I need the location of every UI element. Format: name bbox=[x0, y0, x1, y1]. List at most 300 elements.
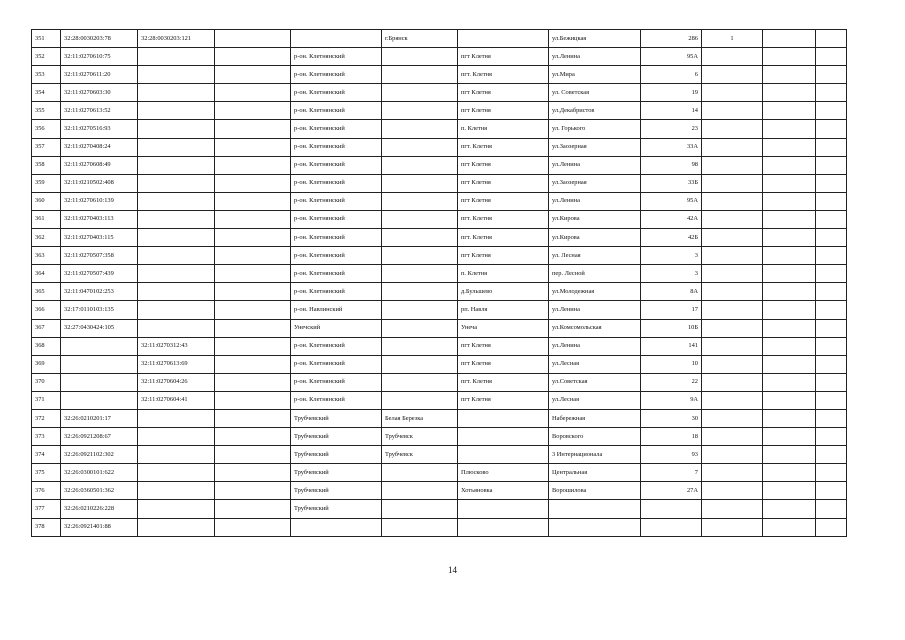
empty-cell bbox=[215, 84, 291, 102]
cadastral-number-cell: 32:11:0270507:358 bbox=[61, 247, 138, 265]
cadastral-number-cell bbox=[61, 373, 138, 391]
empty-cell bbox=[816, 30, 847, 48]
district-cell: р-он. Клетнянский bbox=[291, 210, 382, 228]
extra-cell bbox=[702, 446, 763, 464]
settlement-cell: пгт. Клетня bbox=[458, 229, 549, 247]
street-cell: ул.Кирова bbox=[549, 210, 641, 228]
empty-cell bbox=[215, 337, 291, 355]
empty-cell bbox=[215, 120, 291, 138]
street-cell: ул.Комсомольская bbox=[549, 319, 641, 337]
district-cell: р-он. Клетнянский bbox=[291, 102, 382, 120]
table-row bbox=[32, 428, 847, 446]
settlement-cell: Хотьяновка bbox=[458, 482, 549, 500]
empty-cell bbox=[816, 409, 847, 427]
table-row bbox=[32, 265, 847, 283]
cadastral-number-alt-cell: 32:11:0270604:41 bbox=[138, 391, 215, 409]
empty-cell bbox=[816, 391, 847, 409]
house-number-cell: 42Б bbox=[641, 229, 702, 247]
house-number-cell: 17 bbox=[641, 301, 702, 319]
table-row bbox=[32, 518, 847, 536]
table-row bbox=[32, 409, 847, 427]
house-number-cell: 42А bbox=[641, 210, 702, 228]
street-cell bbox=[549, 500, 641, 518]
row-number-cell: 373 bbox=[32, 428, 61, 446]
cadastral-number-alt-cell bbox=[138, 409, 215, 427]
empty-cell bbox=[763, 319, 816, 337]
settlement-cell: пгт Клетня bbox=[458, 192, 549, 210]
cadastral-number-cell: 32:26:0300101:622 bbox=[61, 464, 138, 482]
cadastral-number-cell: 32:26:0210226:228 bbox=[61, 500, 138, 518]
empty-cell bbox=[215, 265, 291, 283]
empty-cell bbox=[763, 428, 816, 446]
street-cell: ул.Ленина bbox=[549, 192, 641, 210]
district-cell: р-он. Клетнянский bbox=[291, 391, 382, 409]
cadastral-number-alt-cell bbox=[138, 301, 215, 319]
city-cell bbox=[382, 482, 458, 500]
cadastral-number-alt-cell bbox=[138, 210, 215, 228]
empty-cell bbox=[215, 247, 291, 265]
empty-cell bbox=[215, 319, 291, 337]
district-cell: р-он. Клетнянский bbox=[291, 373, 382, 391]
house-number-cell: 98 bbox=[641, 156, 702, 174]
cadastral-number-cell: 32:11:0270610:75 bbox=[61, 48, 138, 66]
cadastral-number-cell bbox=[61, 355, 138, 373]
cadastral-number-alt-cell bbox=[138, 518, 215, 536]
district-cell: р-он. Клетнянский bbox=[291, 138, 382, 156]
settlement-cell: пгт Клетня bbox=[458, 48, 549, 66]
street-cell: ул. Горького bbox=[549, 120, 641, 138]
empty-cell bbox=[215, 48, 291, 66]
row-number-cell: 355 bbox=[32, 102, 61, 120]
row-number-cell: 374 bbox=[32, 446, 61, 464]
cadastral-number-cell: 32:11:0210502:408 bbox=[61, 174, 138, 192]
settlement-cell bbox=[458, 446, 549, 464]
empty-cell bbox=[215, 518, 291, 536]
cadastral-number-cell: 32:11:0270408:24 bbox=[61, 138, 138, 156]
empty-cell bbox=[763, 247, 816, 265]
cadastral-number-alt-cell bbox=[138, 464, 215, 482]
city-cell bbox=[382, 48, 458, 66]
settlement-cell: пгт Клетня bbox=[458, 156, 549, 174]
street-cell: ул.Молодежная bbox=[549, 283, 641, 301]
cadastral-number-cell: 32:11:0270611:20 bbox=[61, 66, 138, 84]
empty-cell bbox=[816, 265, 847, 283]
empty-cell bbox=[763, 283, 816, 301]
extra-cell bbox=[702, 409, 763, 427]
settlement-cell: пгт Клетня bbox=[458, 247, 549, 265]
district-cell: р-он. Клетнянский bbox=[291, 48, 382, 66]
extra-cell bbox=[702, 102, 763, 120]
empty-cell bbox=[215, 30, 291, 48]
extra-cell bbox=[702, 319, 763, 337]
city-cell bbox=[382, 265, 458, 283]
cadastral-number-cell: 32:27:0430424:105 bbox=[61, 319, 138, 337]
empty-cell bbox=[763, 229, 816, 247]
cadastral-number-alt-cell bbox=[138, 283, 215, 301]
table-row bbox=[32, 210, 847, 228]
house-number-cell: 9А bbox=[641, 391, 702, 409]
table-row bbox=[32, 301, 847, 319]
table-row bbox=[32, 391, 847, 409]
cadastral-number-alt-cell bbox=[138, 48, 215, 66]
house-number-cell: 33А bbox=[641, 138, 702, 156]
row-number-cell: 351 bbox=[32, 30, 61, 48]
row-number-cell: 371 bbox=[32, 391, 61, 409]
empty-cell bbox=[215, 500, 291, 518]
extra-cell bbox=[702, 464, 763, 482]
table-row bbox=[32, 48, 847, 66]
cadastral-number-cell: 32:11:0270608:49 bbox=[61, 156, 138, 174]
table-row bbox=[32, 120, 847, 138]
row-number-cell: 354 bbox=[32, 84, 61, 102]
empty-cell bbox=[816, 319, 847, 337]
house-number-cell: 10Б bbox=[641, 319, 702, 337]
empty-cell bbox=[816, 192, 847, 210]
table-row bbox=[32, 319, 847, 337]
district-cell: р-он. Клетнянский bbox=[291, 337, 382, 355]
settlement-cell: д.Бульшево bbox=[458, 283, 549, 301]
empty-cell bbox=[215, 156, 291, 174]
cadastral-number-alt-cell bbox=[138, 247, 215, 265]
table-row bbox=[32, 84, 847, 102]
page-number: 14 bbox=[448, 565, 457, 575]
house-number-cell: 30 bbox=[641, 409, 702, 427]
district-cell: р-он. Клетнянский bbox=[291, 174, 382, 192]
city-cell bbox=[382, 464, 458, 482]
empty-cell bbox=[816, 482, 847, 500]
empty-cell bbox=[816, 210, 847, 228]
row-number-cell: 372 bbox=[32, 409, 61, 427]
empty-cell bbox=[816, 120, 847, 138]
cadastral-number-alt-cell: 32:11:0270312:43 bbox=[138, 337, 215, 355]
settlement-cell: Плюсково bbox=[458, 464, 549, 482]
district-cell: Трубчевский bbox=[291, 482, 382, 500]
cadastral-number-alt-cell: 32:11:0270604:26 bbox=[138, 373, 215, 391]
row-number-cell: 362 bbox=[32, 229, 61, 247]
house-number-cell: 3 bbox=[641, 265, 702, 283]
table-row bbox=[32, 156, 847, 174]
street-cell: ул.Ленина bbox=[549, 48, 641, 66]
house-number-cell: 3 bbox=[641, 247, 702, 265]
empty-cell bbox=[215, 482, 291, 500]
cadastral-number-alt-cell bbox=[138, 174, 215, 192]
district-cell: Трубчевский bbox=[291, 446, 382, 464]
district-cell: Трубчевский bbox=[291, 409, 382, 427]
cadastral-number-alt-cell bbox=[138, 428, 215, 446]
extra-cell bbox=[702, 156, 763, 174]
row-number-cell: 363 bbox=[32, 247, 61, 265]
empty-cell bbox=[763, 446, 816, 464]
registry-table bbox=[31, 29, 847, 537]
city-cell bbox=[382, 301, 458, 319]
extra-cell bbox=[702, 337, 763, 355]
city-cell bbox=[382, 500, 458, 518]
cadastral-number-alt-cell: 32:11:0270613:69 bbox=[138, 355, 215, 373]
table-row bbox=[32, 192, 847, 210]
empty-cell bbox=[816, 337, 847, 355]
street-cell: ул.Бежицкая bbox=[549, 30, 641, 48]
empty-cell bbox=[215, 210, 291, 228]
extra-cell bbox=[702, 120, 763, 138]
district-cell: р-он. Клетнянский bbox=[291, 283, 382, 301]
city-cell bbox=[382, 174, 458, 192]
street-cell: ул. Лесная bbox=[549, 247, 641, 265]
empty-cell bbox=[763, 464, 816, 482]
settlement-cell bbox=[458, 518, 549, 536]
house-number-cell: 6 bbox=[641, 66, 702, 84]
district-cell: р-он. Клетнянский bbox=[291, 120, 382, 138]
table-row bbox=[32, 500, 847, 518]
district-cell: Трубчевский bbox=[291, 500, 382, 518]
empty-cell bbox=[816, 174, 847, 192]
cadastral-number-cell: 32:11:0270610:139 bbox=[61, 192, 138, 210]
house-number-cell: 23 bbox=[641, 120, 702, 138]
row-number-cell: 356 bbox=[32, 120, 61, 138]
empty-cell bbox=[816, 102, 847, 120]
empty-cell bbox=[763, 518, 816, 536]
empty-cell bbox=[816, 66, 847, 84]
extra-cell bbox=[702, 192, 763, 210]
house-number-cell: 286 bbox=[641, 30, 702, 48]
city-cell bbox=[382, 247, 458, 265]
cadastral-number-cell: 32:26:0921208:67 bbox=[61, 428, 138, 446]
street-cell: Набережная bbox=[549, 409, 641, 427]
cadastral-number-alt-cell: 32:28:0030203:121 bbox=[138, 30, 215, 48]
street-cell: пер. Лесной bbox=[549, 265, 641, 283]
district-cell bbox=[291, 30, 382, 48]
extra-cell bbox=[702, 518, 763, 536]
row-number-cell: 378 bbox=[32, 518, 61, 536]
table-row bbox=[32, 482, 847, 500]
street-cell: Центральная bbox=[549, 464, 641, 482]
empty-cell bbox=[816, 500, 847, 518]
empty-cell bbox=[215, 229, 291, 247]
empty-cell bbox=[215, 446, 291, 464]
settlement-cell: рп. Навля bbox=[458, 301, 549, 319]
empty-cell bbox=[763, 48, 816, 66]
cadastral-number-cell bbox=[61, 391, 138, 409]
extra-cell bbox=[702, 373, 763, 391]
table-row bbox=[32, 247, 847, 265]
row-number-cell: 359 bbox=[32, 174, 61, 192]
district-cell: р-он. Клетнянский bbox=[291, 66, 382, 84]
settlement-cell bbox=[458, 409, 549, 427]
row-number-cell: 353 bbox=[32, 66, 61, 84]
table-row bbox=[32, 174, 847, 192]
street-cell: Ворошилова bbox=[549, 482, 641, 500]
cadastral-number-alt-cell bbox=[138, 138, 215, 156]
row-number-cell: 365 bbox=[32, 283, 61, 301]
district-cell: Трубчевский bbox=[291, 464, 382, 482]
empty-cell bbox=[215, 174, 291, 192]
settlement-cell: пгт. Клетня bbox=[458, 373, 549, 391]
empty-cell bbox=[215, 355, 291, 373]
extra-cell bbox=[702, 174, 763, 192]
settlement-cell: пгт Клетня bbox=[458, 174, 549, 192]
extra-cell bbox=[702, 66, 763, 84]
city-cell bbox=[382, 66, 458, 84]
empty-cell bbox=[816, 247, 847, 265]
district-cell: р-он. Клетнянский bbox=[291, 247, 382, 265]
cadastral-number-cell: 32:28:0030203:78 bbox=[61, 30, 138, 48]
table-row bbox=[32, 373, 847, 391]
settlement-cell: пгт. Клетня bbox=[458, 210, 549, 228]
empty-cell bbox=[215, 428, 291, 446]
cadastral-number-cell: 32:11:0270403:115 bbox=[61, 229, 138, 247]
row-number-cell: 352 bbox=[32, 48, 61, 66]
cadastral-number-alt-cell bbox=[138, 265, 215, 283]
empty-cell bbox=[763, 500, 816, 518]
row-number-cell: 367 bbox=[32, 319, 61, 337]
city-cell bbox=[382, 102, 458, 120]
city-cell bbox=[382, 283, 458, 301]
empty-cell bbox=[763, 355, 816, 373]
table-row bbox=[32, 464, 847, 482]
street-cell: ул.Мира bbox=[549, 66, 641, 84]
empty-cell bbox=[816, 301, 847, 319]
street-cell: ул.Ленина bbox=[549, 301, 641, 319]
house-number-cell: 95А bbox=[641, 192, 702, 210]
empty-cell bbox=[763, 66, 816, 84]
empty-cell bbox=[763, 373, 816, 391]
house-number-cell: 141 bbox=[641, 337, 702, 355]
settlement-cell bbox=[458, 30, 549, 48]
table-row bbox=[32, 355, 847, 373]
settlement-cell: пгт Клетня bbox=[458, 337, 549, 355]
district-cell: р-он. Клетнянский bbox=[291, 192, 382, 210]
city-cell bbox=[382, 391, 458, 409]
city-cell bbox=[382, 337, 458, 355]
empty-cell bbox=[763, 120, 816, 138]
settlement-cell: пгт. Клетня bbox=[458, 138, 549, 156]
city-cell bbox=[382, 518, 458, 536]
street-cell: Воровского bbox=[549, 428, 641, 446]
street-cell bbox=[549, 518, 641, 536]
extra-cell bbox=[702, 138, 763, 156]
empty-cell bbox=[763, 30, 816, 48]
house-number-cell: 8А bbox=[641, 283, 702, 301]
extra-cell bbox=[702, 355, 763, 373]
settlement-cell: пгт Клетня bbox=[458, 391, 549, 409]
cadastral-number-alt-cell bbox=[138, 482, 215, 500]
empty-cell bbox=[215, 373, 291, 391]
city-cell bbox=[382, 229, 458, 247]
empty-cell bbox=[215, 464, 291, 482]
empty-cell bbox=[763, 265, 816, 283]
extra-cell bbox=[702, 391, 763, 409]
empty-cell bbox=[816, 428, 847, 446]
cadastral-number-cell: 32:11:0270403:113 bbox=[61, 210, 138, 228]
extra-cell bbox=[702, 247, 763, 265]
empty-cell bbox=[215, 138, 291, 156]
cadastral-number-cell: 32:17:0110103:135 bbox=[61, 301, 138, 319]
district-cell: р-он. Клетнянский bbox=[291, 229, 382, 247]
empty-cell bbox=[215, 66, 291, 84]
house-number-cell: 33Б bbox=[641, 174, 702, 192]
table-row bbox=[32, 446, 847, 464]
extra-cell: 1 bbox=[702, 30, 763, 48]
street-cell: ул.Декабристов bbox=[549, 102, 641, 120]
house-number-cell: 18 bbox=[641, 428, 702, 446]
cadastral-number-cell: 32:11:0270613:52 bbox=[61, 102, 138, 120]
house-number-cell: 27А bbox=[641, 482, 702, 500]
district-cell: р-он. Клетнянский bbox=[291, 355, 382, 373]
city-cell bbox=[382, 84, 458, 102]
street-cell: ул.Кирова bbox=[549, 229, 641, 247]
cadastral-number-alt-cell bbox=[138, 84, 215, 102]
city-cell: г.Брянск bbox=[382, 30, 458, 48]
street-cell: ул.Советская bbox=[549, 373, 641, 391]
empty-cell bbox=[816, 518, 847, 536]
row-number-cell: 370 bbox=[32, 373, 61, 391]
cadastral-number-cell: 32:11:0270516:93 bbox=[61, 120, 138, 138]
row-number-cell: 369 bbox=[32, 355, 61, 373]
empty-cell bbox=[763, 482, 816, 500]
house-number-cell: 95А bbox=[641, 48, 702, 66]
extra-cell bbox=[702, 229, 763, 247]
city-cell: Трубчевск bbox=[382, 446, 458, 464]
city-cell bbox=[382, 138, 458, 156]
district-cell: р-он. Клетнянский bbox=[291, 84, 382, 102]
empty-cell bbox=[816, 156, 847, 174]
street-cell: ул. Советская bbox=[549, 84, 641, 102]
district-cell: р-он. Клетнянский bbox=[291, 265, 382, 283]
cadastral-number-cell: 32:26:0360501:362 bbox=[61, 482, 138, 500]
table-row bbox=[32, 102, 847, 120]
street-cell: ул.Заозерная bbox=[549, 174, 641, 192]
settlement-cell bbox=[458, 428, 549, 446]
city-cell bbox=[382, 319, 458, 337]
table-row bbox=[32, 66, 847, 84]
row-number-cell: 364 bbox=[32, 265, 61, 283]
row-number-cell: 375 bbox=[32, 464, 61, 482]
empty-cell bbox=[763, 409, 816, 427]
cadastral-number-cell: 32:11:0270603:30 bbox=[61, 84, 138, 102]
house-number-cell: 14 bbox=[641, 102, 702, 120]
row-number-cell: 357 bbox=[32, 138, 61, 156]
cadastral-number-alt-cell bbox=[138, 446, 215, 464]
row-number-cell: 360 bbox=[32, 192, 61, 210]
extra-cell bbox=[702, 283, 763, 301]
empty-cell bbox=[816, 373, 847, 391]
cadastral-number-cell: 32:26:0210201:17 bbox=[61, 409, 138, 427]
empty-cell bbox=[763, 156, 816, 174]
empty-cell bbox=[816, 355, 847, 373]
district-cell: Унечский bbox=[291, 319, 382, 337]
extra-cell bbox=[702, 265, 763, 283]
settlement-cell: пгт. Клетня bbox=[458, 66, 549, 84]
district-cell: Трубчевский bbox=[291, 428, 382, 446]
empty-cell bbox=[763, 301, 816, 319]
empty-cell bbox=[215, 192, 291, 210]
empty-cell bbox=[763, 210, 816, 228]
extra-cell bbox=[702, 84, 763, 102]
empty-cell bbox=[763, 337, 816, 355]
cadastral-number-alt-cell bbox=[138, 229, 215, 247]
cadastral-number-alt-cell bbox=[138, 500, 215, 518]
city-cell bbox=[382, 210, 458, 228]
row-number-cell: 366 bbox=[32, 301, 61, 319]
cadastral-number-alt-cell bbox=[138, 192, 215, 210]
extra-cell bbox=[702, 301, 763, 319]
district-cell: р-он. Навлинский bbox=[291, 301, 382, 319]
table-row bbox=[32, 229, 847, 247]
empty-cell bbox=[816, 229, 847, 247]
empty-cell bbox=[816, 283, 847, 301]
extra-cell bbox=[702, 500, 763, 518]
street-cell: ул.Ленина bbox=[549, 156, 641, 174]
city-cell bbox=[382, 373, 458, 391]
